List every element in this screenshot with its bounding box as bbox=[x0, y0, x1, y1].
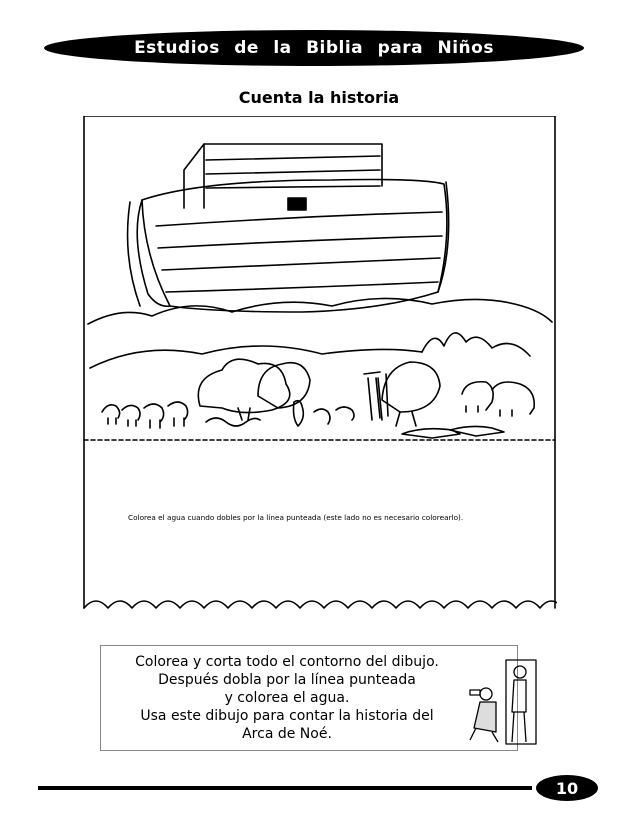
title-banner bbox=[44, 30, 584, 66]
instruction-line: Usa este dibujo para contar la historia del bbox=[140, 708, 434, 724]
instruction-line: Colorea y corta todo el contorno del dibujo. bbox=[135, 654, 439, 670]
water-coloring-note: Colorea el agua cuando dobles por la línea punteada (este lado no es necesario colorearlo). bbox=[128, 513, 464, 522]
noah-ark-illustration bbox=[82, 116, 557, 616]
instructions-box bbox=[100, 645, 518, 751]
instruction-line: Arca de Noé. bbox=[242, 726, 332, 742]
instruction-line: y colorea el agua. bbox=[224, 690, 350, 706]
page-number: 10 bbox=[536, 775, 598, 801]
children-with-binoculars-illustration bbox=[466, 658, 538, 746]
instruction-line: Después dobla por la línea punteada bbox=[158, 672, 416, 688]
page-title: Estudios de la Biblia para Niños bbox=[134, 38, 494, 58]
footer-divider bbox=[38, 786, 532, 790]
section-heading: Cuenta la historia bbox=[238, 88, 400, 107]
